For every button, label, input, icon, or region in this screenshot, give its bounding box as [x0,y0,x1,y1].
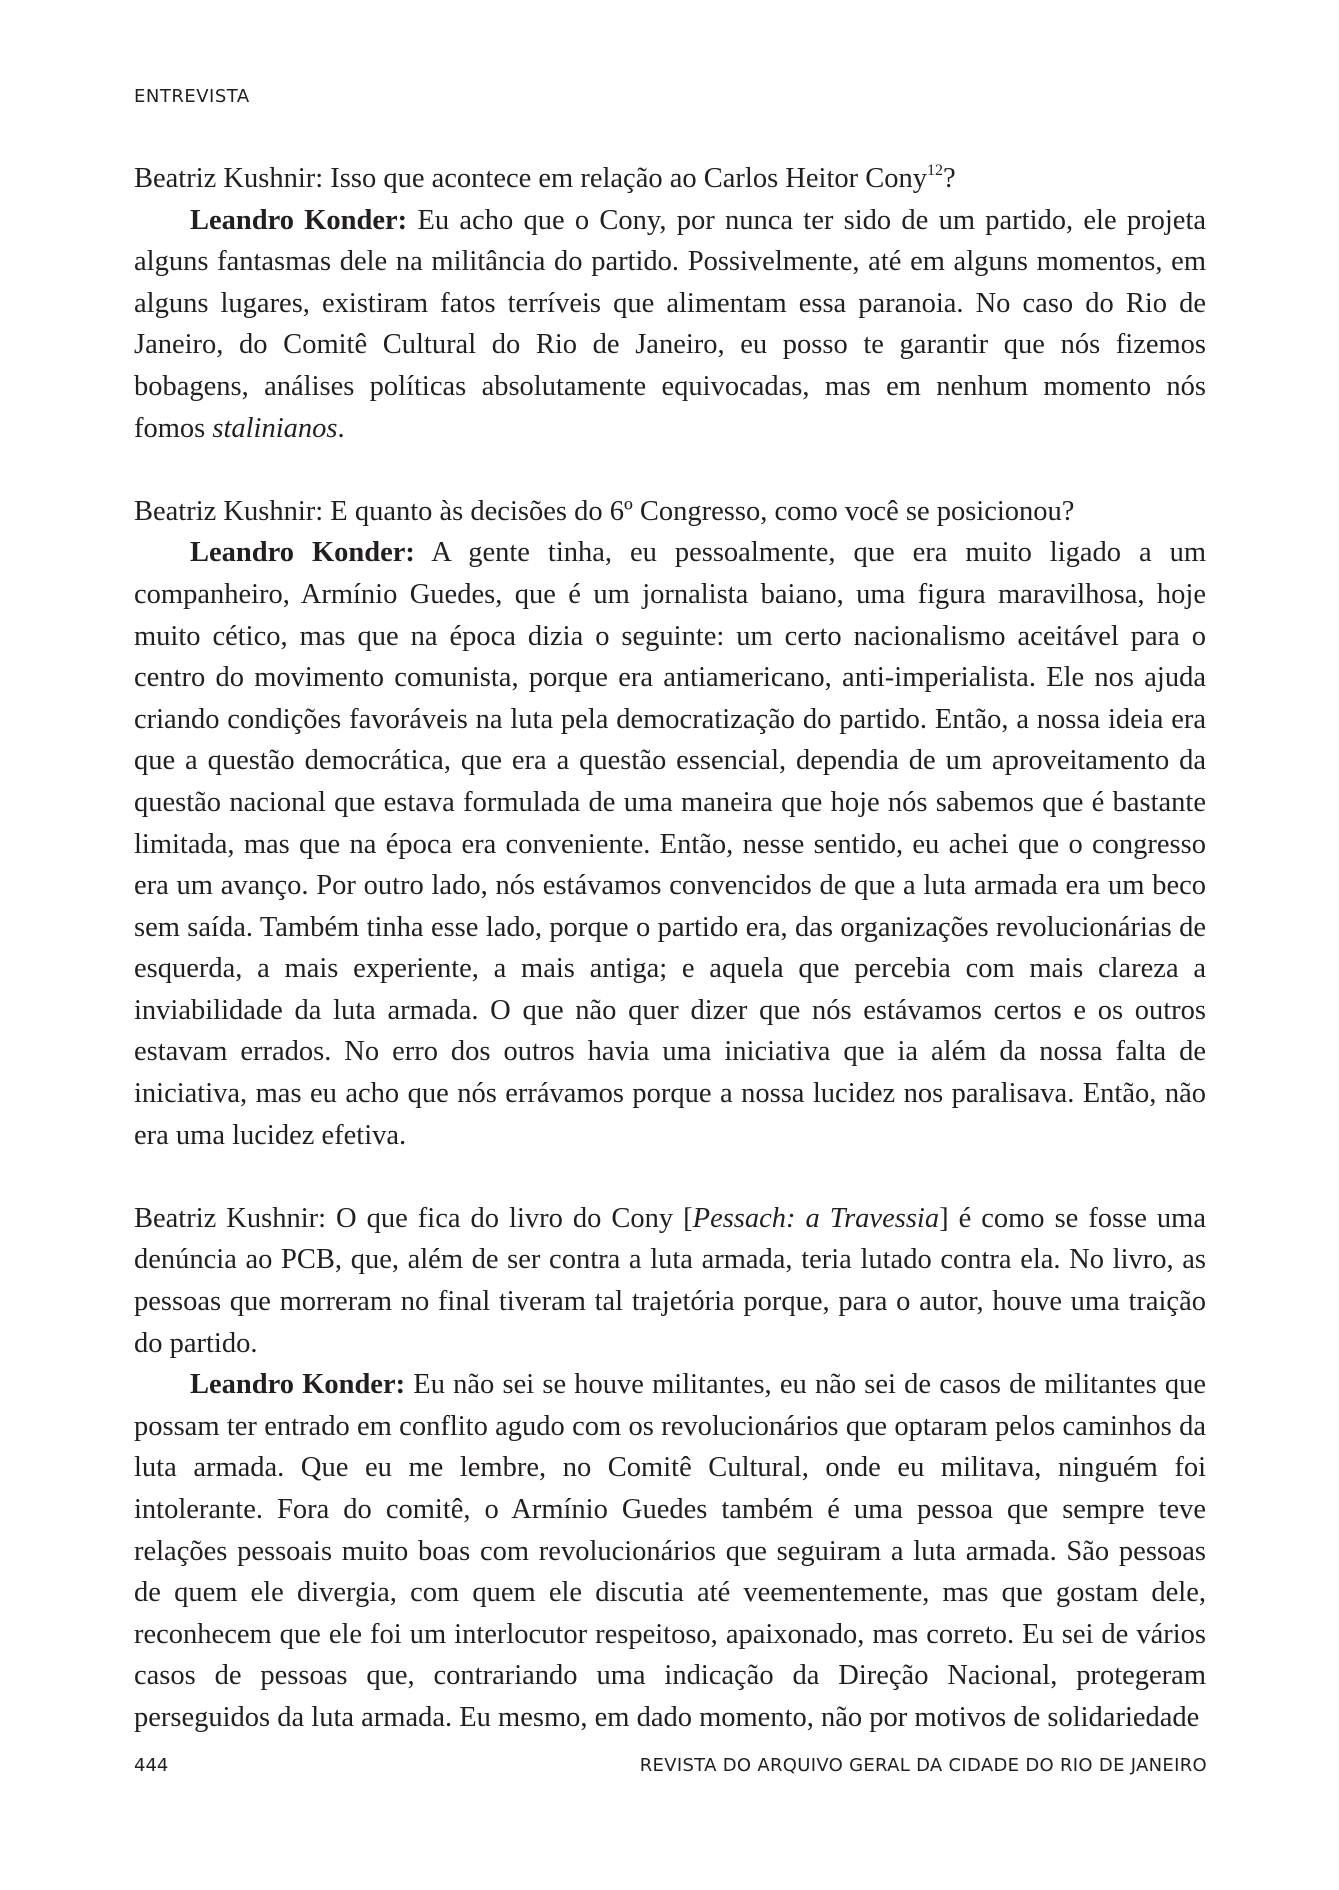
section-header: ENTREVISTA [134,86,250,107]
question-paragraph [134,1198,1206,1364]
answer-paragraph [134,532,1206,1156]
question-text: Isso que acontece em relação ao Carlos Heitor Cony [323,163,927,194]
answer-text-end: . [337,412,345,444]
answer-text: Eu não sei se houve militantes, eu não sei de casos de militantes que possam ter entrado em conflito agudo com os revolucionários que optaram pelos caminhos da luta armada. Que eu me lembre, no Comitê Cultural, onde eu militava, ninguém foi intolerante. Fora do comitê, o Armínio Guedes também é uma pessoa que sempre teve relações pessoais muito boas com revolucionários que seguiram a luta armada. São pessoas de quem ele divergia, com quem ele discutia até veementemente, mas que gostam dele, reconhecem que ele foi um interlocutor respeitoso, apaixonado, mas correto. Eu sei de vários casos de pessoas que, contrariando uma indicação da Direção Nacional, protegeram perseguidos da luta armada. Eu mesmo, em dado momento, não por motivos de solidariedade [134,1369,1207,1733]
speaker-interviewer: Beatriz Kushnir: [134,1202,327,1234]
speaker-interviewee: Leandro Konder: [190,537,415,569]
question-text-end: ? [943,163,956,194]
question-text: E quanto às decisões do 6º Congresso, como você se posicionou? [323,495,1075,527]
answer-paragraph [134,200,1206,450]
interview-body [134,158,1206,1739]
answer-text: Eu acho que o Cony, por nunca ter sido de um partido, ele projeta alguns fantasmas dele na militância do partido. Possivelmente, até em alguns momentos, em alguns lugares, existiram fatos terríveis que alimentam essa paranoia. No caso do Rio de Janeiro, do Comitê Cultural do Rio de Janeiro, eu posso te garantir que nós fizemos bobagens, análises políticas absolutamente equivocadas, mas em nenhum momento nós fomos [134,204,1207,444]
speaker-interviewer: Beatriz Kushnir: [134,495,324,527]
speaker-interviewee: Leandro Konder: [190,204,408,236]
journal-title: REVISTA DO ARQUIVO GERAL DA CIDADE DO RIO DE JANEIRO [639,1755,1207,1776]
question-text-end: ] é como se fosse uma denúncia ao PCB, que, além de ser contra a luta armada, teria lutado contra ela. No livro, as pessoas que morreram no final tiveram tal trajetória porque, para o autor, houve uma traição do partido. [134,1202,1206,1359]
question-paragraph [134,158,1206,200]
answer-paragraph [134,1364,1206,1738]
question-paragraph [134,491,1206,533]
footnote-reference: 12 [927,162,943,179]
book-title: Pessach: a Travessia [692,1202,940,1234]
question-text: O que fica do livro do Cony [ [326,1202,693,1234]
page-number: 444 [134,1755,169,1776]
speaker-interviewer: Beatriz Kushnir: [134,163,324,194]
italic-term: stalinianos [212,412,338,444]
speaker-interviewee: Leandro Konder: [190,1369,406,1401]
answer-text: A gente tinha, eu pessoalmente, que era muito ligado a um companheiro, Armínio Guedes, que é um jornalista baiano, uma figura maravilhosa, hoje muito cético, mas que na época dizia o seguinte: um certo nacionalismo aceitável para o centro do movimento comunista, porque era antiamericano, anti-imperialista. Ele nos ajuda criando condições favoráveis na luta pela democratização do partido. Então, a nossa ideia era que a questão democrática, que era a questão essencial, dependia de um aproveitamento da questão nacional que estava formulada de uma maneira que hoje nós sabemos que é bastante limitada, mas que na época era conveniente. Então, nesse sentido, eu achei que o congresso era um avanço. Por outro lado, nós estávamos convencidos de que a luta armada era um beco sem saída. Também tinha esse lado, porque o partido era, das organizações revolucionárias de esquerda, a mais experiente, a mais antiga; e aquela que percebia com mais clareza a inviabilidade da luta armada. O que não quer dizer que nós estávamos certos e os outros estavam errados. No erro dos outros havia uma iniciativa que ia além da nossa falta de iniciativa, mas eu acho que nós errávamos porque a nossa lucidez nos paralisava. Então, não era uma lucidez efetiva. [134,537,1207,1151]
